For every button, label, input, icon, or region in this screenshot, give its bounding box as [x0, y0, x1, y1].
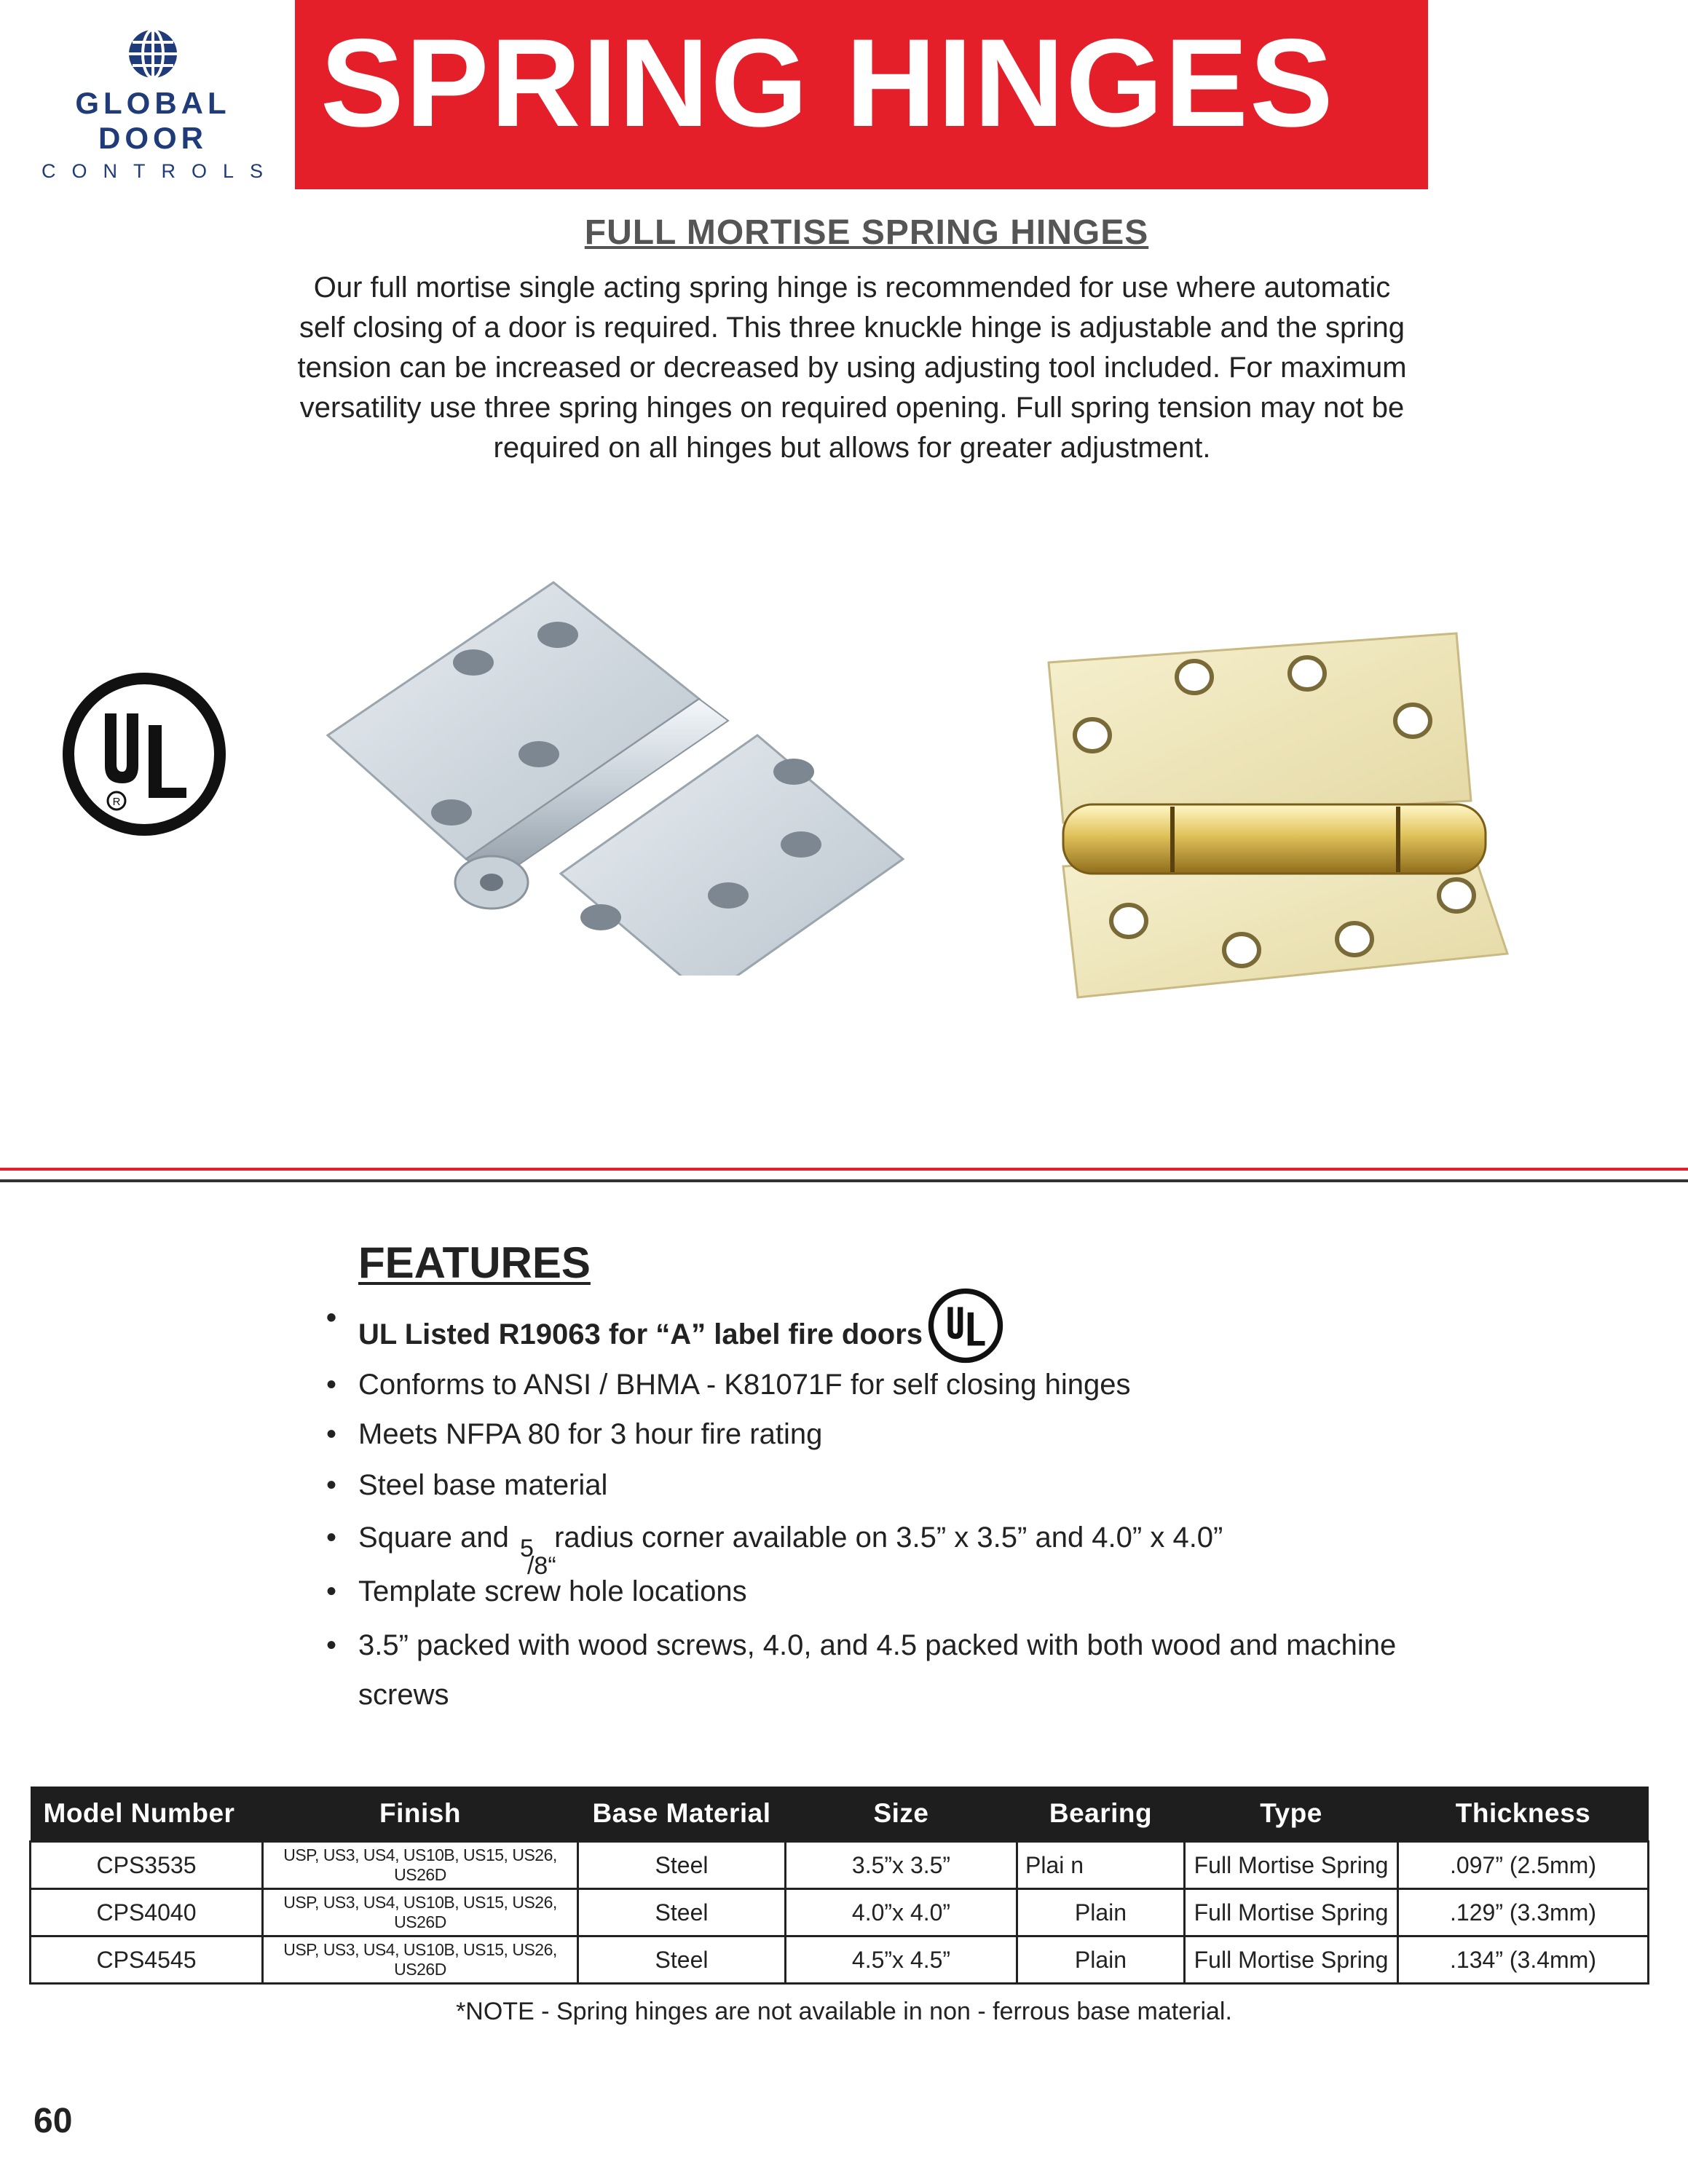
logo-brand-subtitle: CONTROLS: [41, 160, 280, 182]
feature-text: UL Listed R19063 for “A” label fire doors: [358, 1318, 923, 1351]
feature-text: Conforms to ANSI / BHMA - K81071F for self closing hinges: [358, 1369, 1131, 1401]
logo-brand-name: GLOBAL DOOR: [75, 86, 231, 155]
intro-paragraph: Our full mortise single acting spring hinge is recommended for use where automatic self closing of a door is required. This three knuckle hinge is adjustable and the spring tension can be increased or decreased by using adjusting tool included. For maximum versatility use three spring hinges on required opening. Full spring tension may not be required on all hinges but allows for greater adjustment.: [297, 272, 1407, 464]
feature-item: [313, 1621, 1420, 1720]
cell-thickness: .097” (2.5mm): [1398, 1842, 1649, 1889]
bullet-icon: •: [326, 1469, 337, 1501]
feature-item: [313, 1465, 1420, 1517]
hinge-image-chrome: [320, 568, 918, 976]
feature-text: 3.5” packed with wood screws, 4.0, and 4.5 packed with both wood and machine screws: [358, 1629, 1397, 1711]
cell-type: Full Mortise Spring: [1185, 1936, 1398, 1984]
footnote: *NOTE - Spring hinges are not available in non - ferrous base material.: [456, 1998, 1232, 2025]
divider-dark: [0, 1179, 1688, 1182]
bullet-icon: •: [326, 1575, 337, 1607]
cell-finish: USP, US3, US4, US10B, US15, US26, US26D: [263, 1936, 578, 1984]
feature-item: [313, 1414, 1420, 1465]
feature-item: [313, 1364, 1420, 1414]
page-title: SPRING HINGES: [320, 13, 1335, 153]
column-header: Finish: [263, 1787, 578, 1842]
cell-base-material: Steel: [578, 1842, 786, 1889]
features-heading: FEATURES: [358, 1238, 591, 1287]
features-list: [313, 1297, 1420, 1720]
cell-size: 3.5”x 3.5”: [786, 1842, 1017, 1889]
cell-thickness: .134” (3.4mm): [1398, 1936, 1649, 1984]
bullet-icon: •: [326, 1302, 337, 1334]
cell-size: 4.0”x 4.0”: [786, 1889, 1017, 1936]
ul-listed-small-icon: [927, 1287, 1004, 1375]
feature-text: Meets NFPA 80 for 3 hour fire rating: [358, 1418, 823, 1450]
cell-bearing: Plain: [1017, 1936, 1185, 1984]
cell-finish: USP, US3, US4, US10B, US15, US26, US26D: [263, 1889, 578, 1936]
cell-model: CPS3535: [31, 1842, 263, 1889]
cell-type: Full Mortise Spring: [1185, 1842, 1398, 1889]
cell-type: Full Mortise Spring: [1185, 1889, 1398, 1936]
cell-model: CPS4040: [31, 1889, 263, 1936]
cell-thickness: .129” (3.3mm): [1398, 1889, 1649, 1936]
column-header: Base Material: [578, 1787, 786, 1842]
globe-icon: [127, 28, 179, 80]
svg-text:R: R: [112, 796, 121, 808]
column-header: Type: [1185, 1787, 1398, 1842]
table-row: [31, 1936, 1649, 1984]
cell-finish: USP, US3, US4, US10B, US15, US26, US26D: [263, 1842, 578, 1889]
cell-size: 4.5”x 4.5”: [786, 1936, 1017, 1984]
divider-red: [0, 1168, 1688, 1171]
bullet-icon: •: [326, 1629, 337, 1661]
feature-item: [313, 1571, 1420, 1621]
cell-bearing: Plain: [1017, 1889, 1185, 1936]
hinge-image-brass: [1034, 626, 1529, 1005]
feature-text: Steel base material: [358, 1469, 608, 1501]
table-header-row: [31, 1787, 1649, 1842]
feature-text: radius corner available on 3.5” x 3.5” and 4.0” x 4.0”: [554, 1522, 1223, 1554]
page-number: 60: [33, 2102, 73, 2140]
bullet-icon: •: [326, 1369, 337, 1401]
bullet-icon: •: [326, 1418, 337, 1450]
cell-bearing: Plai n: [1017, 1842, 1185, 1889]
cell-base-material: Steel: [578, 1936, 786, 1984]
table-row: [31, 1889, 1649, 1936]
ul-listed-logo: [60, 670, 229, 839]
table-row: [31, 1842, 1649, 1889]
feature-text: Template screw hole locations: [358, 1575, 747, 1607]
cell-base-material: Steel: [578, 1889, 786, 1936]
column-header: Thickness: [1398, 1787, 1649, 1842]
feature-item: • Square and 5 /8“ radius corner available on 3.5” x 3.5” and 4.0” x 4.0”: [313, 1517, 1420, 1571]
column-header: Model Number: [31, 1787, 263, 1842]
title-banner: [295, 0, 1428, 189]
section-subtitle: FULL MORTISE SPRING HINGES: [584, 213, 1149, 252]
company-logo: [15, 28, 291, 182]
column-header: Size: [786, 1787, 1017, 1842]
feature-text-prefix: Square and: [358, 1522, 509, 1554]
feature-item: [313, 1297, 1420, 1364]
spec-table: [29, 1787, 1649, 1985]
column-header: Bearing: [1017, 1787, 1185, 1842]
cell-model: CPS4545: [31, 1936, 263, 1984]
bullet-icon: •: [326, 1522, 337, 1554]
